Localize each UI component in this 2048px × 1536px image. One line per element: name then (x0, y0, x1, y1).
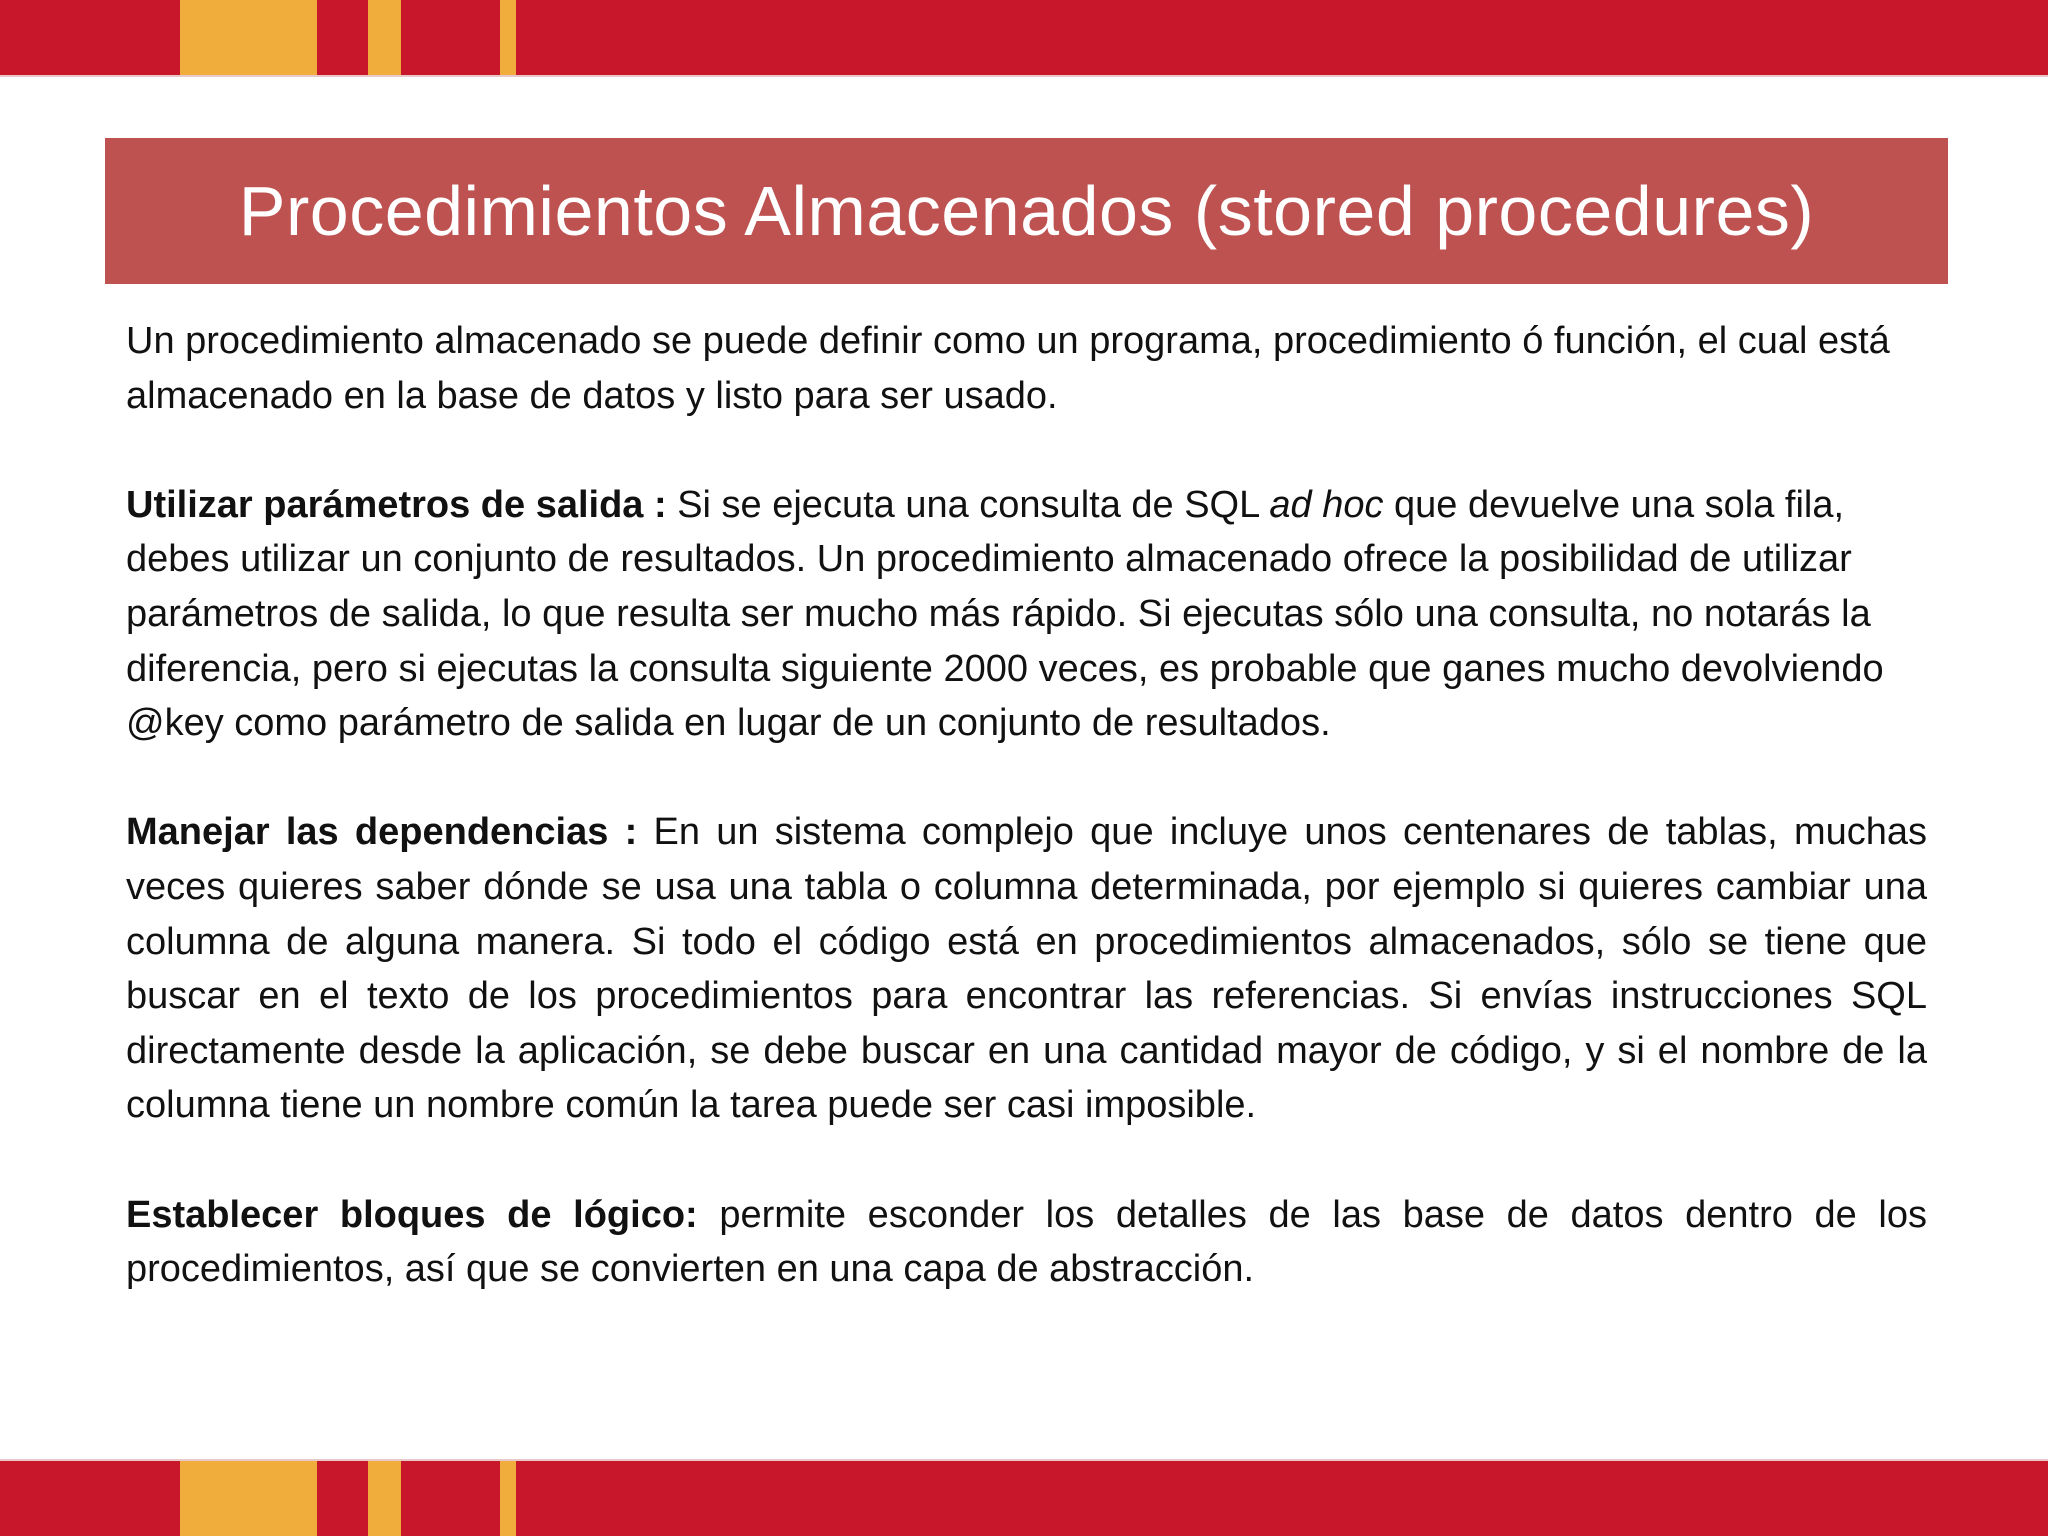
section-text: Si se ejecuta una consulta de SQL (666, 483, 1270, 526)
top-band-stripe (368, 0, 401, 75)
bottom-band-stripe (368, 1461, 401, 1536)
section-text: que devuelve una sola fila, debes utilizar un conjunto de resultados. Un procedimiento almacenado ofrece la posibilidad de utilizar parámetros de salida, lo que resulta ser mucho más rápido. Si ejecutas sólo una consulta, no notarás la diferencia, pero si ejecutas la consulta siguiente 2000 veces, es probable que ganes mucho devolviendo @key como parámetro de salida en lugar de un conjunto de resultados. (126, 483, 1884, 745)
section-heading: Establecer bloques de lógico: (126, 1193, 698, 1236)
slide-title: Procedimientos Almacenados (stored procedures) (238, 172, 1815, 250)
bottom-band-stripe (500, 1461, 516, 1536)
slide-body (126, 314, 1927, 1351)
intro-paragraph: Un procedimiento almacenado se puede definir como un programa, procedimiento ó función, el cual está almacenado en la base de datos y listo para ser usado. (126, 320, 1890, 417)
section-heading: Utilizar parámetros de salida : (126, 483, 667, 526)
section-output-parameters (126, 478, 1927, 751)
top-band-stripe (180, 0, 317, 75)
top-decorative-band (0, 0, 2048, 75)
top-band-stripe (500, 0, 516, 75)
section-heading: Manejar las dependencias : (126, 811, 638, 854)
bottom-band-stripe (180, 1461, 317, 1536)
section-text: En un sistema complejo que incluye unos centenares de tablas, muchas veces quieres saber dónde se usa una tabla o columna determinada, por ejemplo si quieres cambiar una columna de alguna manera. Si todo el código está en procedimientos almacenados, sólo se tiene que buscar en el texto de los procedimientos para encontrar las referencias. Si envías instrucciones SQL directamente desde la aplicación, se debe buscar en una cantidad mayor de código, y si el nombre de la columna tiene un nombre común la tarea puede ser casi imposible. (126, 811, 1927, 1127)
section-logic-blocks (126, 1188, 1927, 1297)
section-italic-term: ad hoc (1269, 483, 1384, 526)
title-bar (105, 138, 1948, 284)
section-text: permite esconder los detalles de las base de datos dentro de los procedimientos, así que se convierten en una capa de abstracción. (126, 1193, 1927, 1291)
bottom-decorative-band (0, 1461, 2048, 1536)
section-dependencies (126, 805, 1927, 1133)
